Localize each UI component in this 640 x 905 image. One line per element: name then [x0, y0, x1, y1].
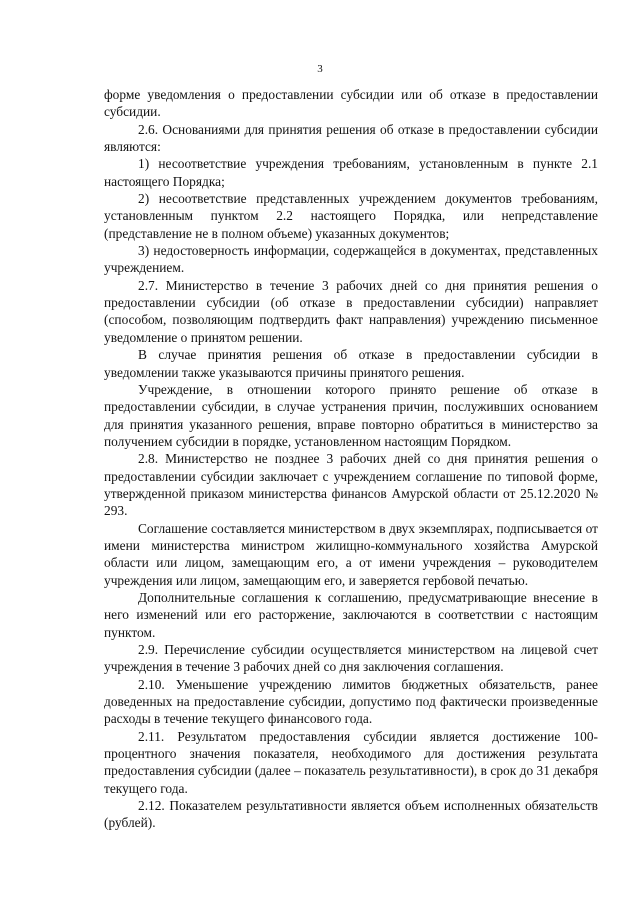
paragraph-2-9: 2.9. Перечисление субсидии осуществляется министерством на лицевой счет учреждения в течение 3 рабочих дней со дня заключения соглашения.	[104, 642, 598, 675]
paragraph-2-10: 2.10. Уменьшение учреждению лимитов бюджетных обязательств, ранее доведенных на предоставление субсидии, допустимо под фактически произведенные расходы в течение текущего финансового года.	[104, 676, 598, 727]
paragraph-2-12: 2.12. Показателем результативности является объем исполненных обязательств (рублей).	[104, 798, 598, 831]
paragraph-2-6: 2.6. Основаниями для принятия решения об отказе в предоставлении субсидии являются:	[104, 121, 598, 155]
paragraph-continuation: форме уведомления о предоставлении субсидии или об отказе в предоставлении субсидии.	[104, 87, 598, 120]
paragraph-2-8-additional: Дополнительные соглашения к соглашению, предусматривающие внесение в него изменений или его расторжение, заключаются в соответствии с настоящим пунктом.	[104, 589, 598, 640]
paragraph-2-7-refusal-reasons: В случае принятия решения об отказе в предоставлении субсидии в уведомлении также указываются причины принятого решения.	[104, 347, 598, 380]
paragraph-2-7: 2.7. Министерство в течение 3 рабочих дней со дня принятия решения о предоставлении субсидии (об отказе в предоставлении субсидии) направляет (способом, позволяющим подтвердить факт направления) учреждению письменное уведомление о принятом решении.	[104, 277, 598, 345]
paragraph-2-8: 2.8. Министерство не позднее 3 рабочих дней со дня принятия решения о предоставлении субсидии заключает с учреждением соглашение по типовой форме, утвержденной приказом министерства финансов Амурской области от 25.12.2020 № 293.	[104, 451, 598, 519]
paragraph-2-7-reapply: Учреждение, в отношении которого принято решение об отказе в предоставлении субсидии, в случае устранения причин, послуживших основанием для принятия указанного решения, вправе повторно обратиться в министерство за получением субсидии в порядке, установленном настоящим Порядком.	[104, 381, 598, 449]
paragraph-2-6-item-2: 2) несоответствие представленных учреждением документов требованиям, установленным пунктом 2.2 настоящего Порядка, или непредставление (представление не в полном объеме) указанных документов;	[104, 191, 598, 241]
document-body	[104, 86, 598, 832]
paragraph-2-6-item-1: 1) несоответствие учреждения требованиям, установленным в пункте 2.1 настоящего Порядка;	[104, 156, 598, 189]
paragraph-2-6-item-3: 3) недостоверность информации, содержащейся в документах, представленных учреждением.	[104, 243, 598, 276]
paragraph-2-8-agreement: Соглашение составляется министерством в двух экземплярах, подписывается от имени министерства министром жилищно-коммунального хозяйства Амурской области или лицом, замещающим его, а от имени учреждения – руководителем учреждения или лицом, замещающим его, и заверяется гербовой печатью.	[104, 520, 598, 588]
page-number: 3	[317, 63, 323, 75]
paragraph-2-11: 2.11. Результатом предоставления субсидии является достижение 100-процентного значения показателя, необходимого для достижения результата предоставления субсидии (далее – показатель результативности), в срок до 31 декабря текущего года.	[104, 728, 598, 796]
